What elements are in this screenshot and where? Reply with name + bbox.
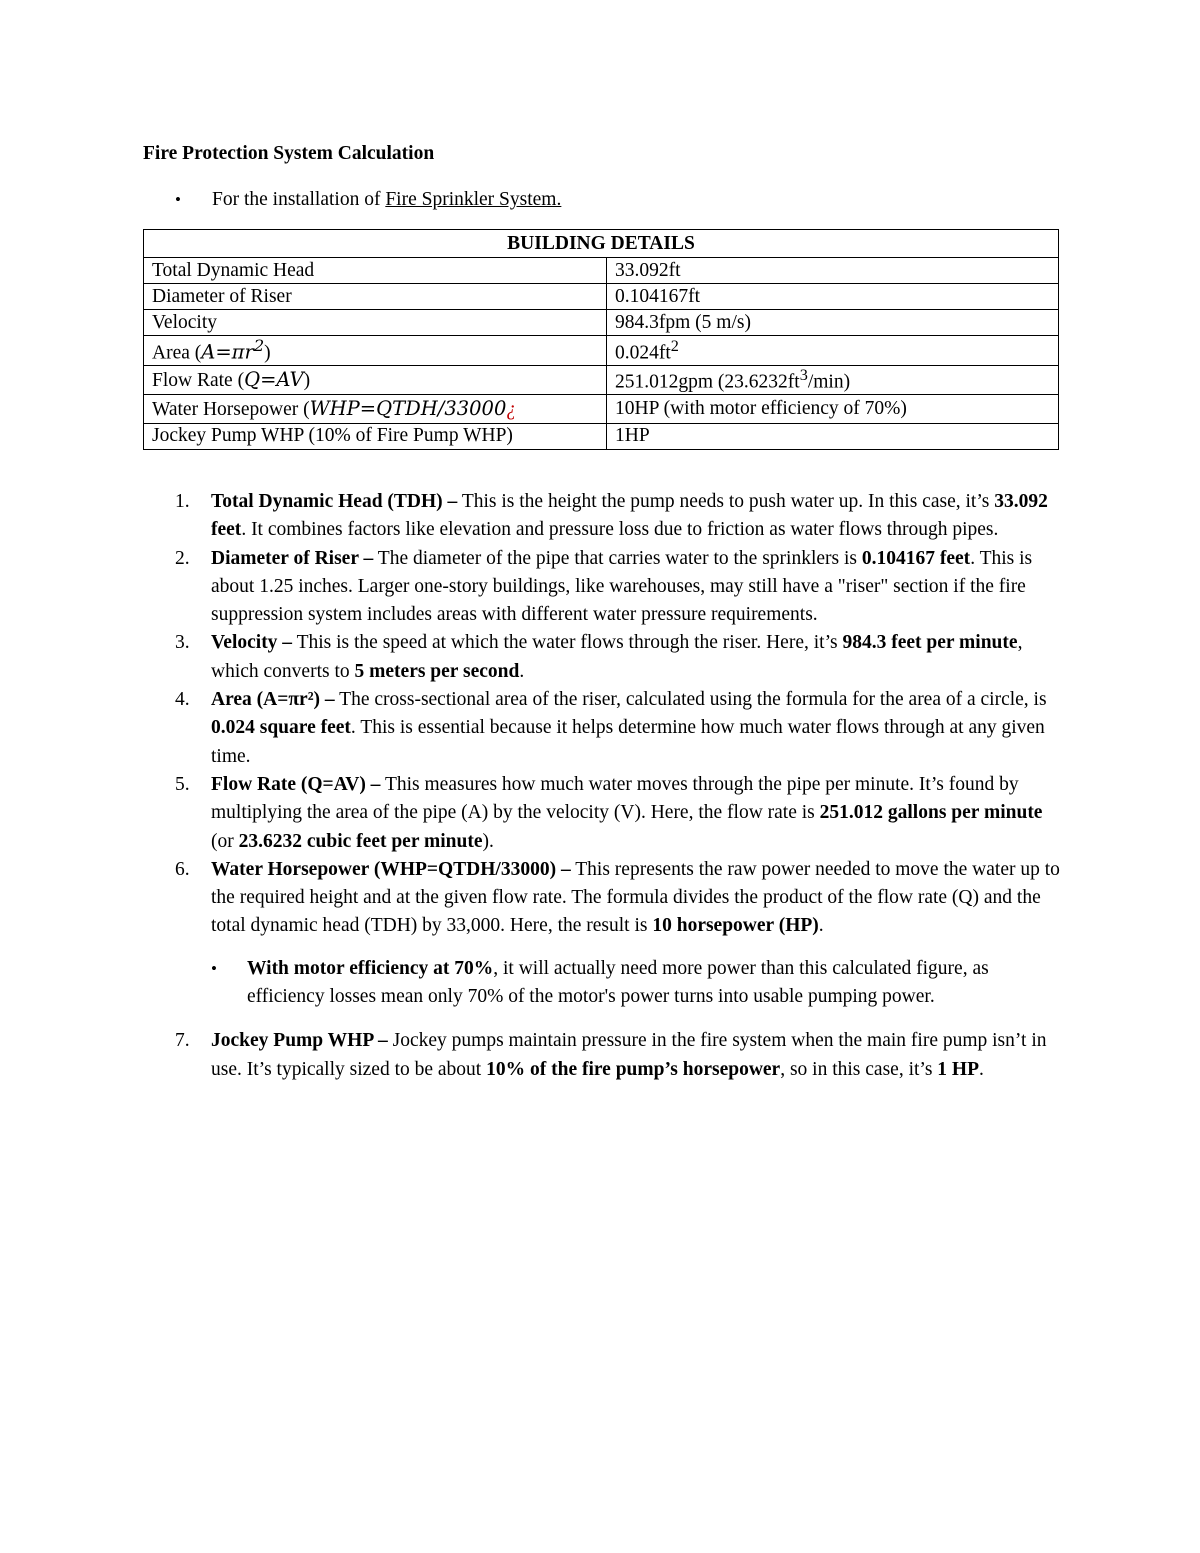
row-label [144,336,607,366]
whp-formula: WHP=QTDH/33000 [309,396,507,420]
list-number: 5. [175,773,190,795]
body-text: . This is about 1.25 inches. Larger one-story buildings, like warehouses, may still have a "riser" section if the fire suppression system includes areas with different water pressure requirements. [211,547,1033,626]
body-text: , so in this case, it’s [780,1058,938,1080]
body-text: , it will actually need more power than this calculated figure, as efficiency losses mean only 70% of the motor's power turns into usable pumping power. [247,957,989,1008]
bold-text: 10% of the fire pump’s horsepower [486,1058,781,1080]
bold-text: 1 HP [937,1058,980,1080]
list-item-text [211,632,1022,681]
body-text: . This is essential because it helps determine how much water flows through at any given time. [211,717,1045,767]
bullet-icon: • [211,958,217,978]
intro-bullet-line [175,189,561,211]
table-row [144,310,1059,336]
body-text: . [818,915,824,937]
intro-lead: For the installation of [212,189,386,210]
bold-text: Total Dynamic Head (TDH) – [211,491,458,512]
list-item-text [211,491,1048,540]
explanation-list [175,488,1065,1084]
row-value [607,336,1059,366]
body-text: This measures how much water moves through the pipe per minute. It’s found by multiplying the area of the pipe (A) by the velocity (V). Here, the flow rate is [211,773,1019,824]
body-text: This represents the raw power needed to move the water up to the required height and at the given flow rate. The formula divides the product of the flow rate (Q) and the total dynamic head (TDH) by 33,000. Here, the result is [211,858,1060,937]
bold-text: 33.092 feet [211,491,1048,541]
value-superscript: 3 [799,365,808,384]
value-text: 0.024ft [615,342,671,363]
list-item-text [211,859,1060,937]
sub-bullet-list [211,955,1065,1012]
table-row [144,394,1059,423]
sub-list-text [247,958,989,1007]
body-text: Jockey pumps maintain pressure in the fire system when the main fire pump isn’t in use. It’s typically sized to be about [211,1030,1047,1080]
row-label: Diameter of Riser [144,284,607,310]
body-text: (or [211,830,239,852]
body-text: . It combines factors like elevation and pressure loss due to friction as water flows through pipes. [241,519,999,541]
label-prefix: Area ( [152,342,202,364]
row-value: 0.104167ft [607,284,1059,310]
bold-text: 0.024 square feet [211,717,351,739]
list-item [175,856,1065,1011]
bullet-icon: • [175,190,181,209]
bold-text: 5 meters per second [354,660,520,682]
body-text: The cross-sectional area of the riser, calculated using the formula for the area of a circle, is [334,689,1047,711]
value-superscript: 2 [670,336,679,355]
body-text: The diameter of the pipe that carries water to the sprinklers is [373,547,862,569]
bold-text: With motor efficiency at 70% [247,957,494,979]
bold-text: Area (A=πr²) – [211,689,335,711]
list-number: 6. [175,858,190,880]
bold-text: Diameter of Riser – [211,547,374,569]
intro-text [212,189,561,211]
row-label: Jockey Pump WHP (10% of Fire Pump WHP) [144,423,607,449]
value-suffix: /min) [807,371,851,393]
table-row [144,284,1059,310]
bold-text: Velocity – [211,632,293,654]
body-text: ). [482,830,494,852]
list-item [175,545,1065,630]
body-text: This is the height the pump needs to push water up. In this case, it’s [457,491,995,512]
list-number: 7. [175,1030,190,1052]
row-label: Total Dynamic Head [144,258,607,284]
bold-text: 251.012 gallons per minute [819,802,1043,824]
list-item [175,686,1065,771]
body-text: This is the speed at which the water flows through the riser. Here, it’s [292,632,843,654]
bold-text: Jockey Pump WHP – [211,1030,388,1052]
list-number: 2. [175,547,190,569]
document-title: Fire Protection System Calculation [143,143,435,164]
row-value: 33.092ft [607,258,1059,284]
body-text: , which converts to [211,632,1023,682]
bold-text: 23.6232 cubic feet per minute [238,830,483,852]
fire-sprinkler-link: Fire Sprinkler System. [385,189,562,210]
list-item-text [211,548,1032,626]
formula-superscript: 2 [253,336,265,355]
list-number: 3. [175,632,190,654]
table-row [144,336,1059,366]
list-number: 4. [175,689,190,711]
table-row [144,258,1059,284]
building-details-table [143,229,1059,450]
bold-text: 10 horsepower (HP) [652,915,819,937]
bold-text: Water Horsepower (WHP=QTDH/33000) – [211,858,571,880]
area-formula: A=πr [201,340,254,364]
value-prefix: 251.012gpm (23.6232ft [615,371,800,393]
table-header: BUILDING DETAILS [144,230,1059,258]
bold-text: Flow Rate (Q=AV) – [211,773,381,795]
table-row [144,423,1059,449]
row-label [144,365,607,394]
row-label [144,394,607,423]
list-item [175,488,1065,545]
error-marker: ¿ [506,398,517,420]
label-prefix: Flow Rate ( [152,369,245,391]
list-item [175,771,1065,856]
flow-formula: Q=AV [244,367,304,391]
label-suffix: ) [303,369,311,391]
list-item-text [211,689,1047,767]
list-item-text [211,774,1042,852]
bold-text: 984.3 feet per minute [842,632,1018,654]
bold-text: 0.104167 feet [861,547,971,569]
label-suffix: ) [264,342,271,364]
table-row [144,365,1059,394]
sub-list-item [211,955,1065,1012]
row-label: Velocity [144,310,607,336]
list-item [175,629,1065,686]
body-text: . [519,660,525,682]
body-text: . [979,1058,984,1080]
list-item [175,1027,1065,1084]
row-value: 984.3fpm (5 m/s) [607,310,1059,336]
row-value [607,365,1059,394]
row-value: 10HP (with motor efficiency of 70%) [607,394,1059,423]
list-number: 1. [175,491,190,512]
row-value: 1HP [607,423,1059,449]
list-item-text [211,1030,1047,1079]
label-prefix: Water Horsepower ( [152,398,310,420]
